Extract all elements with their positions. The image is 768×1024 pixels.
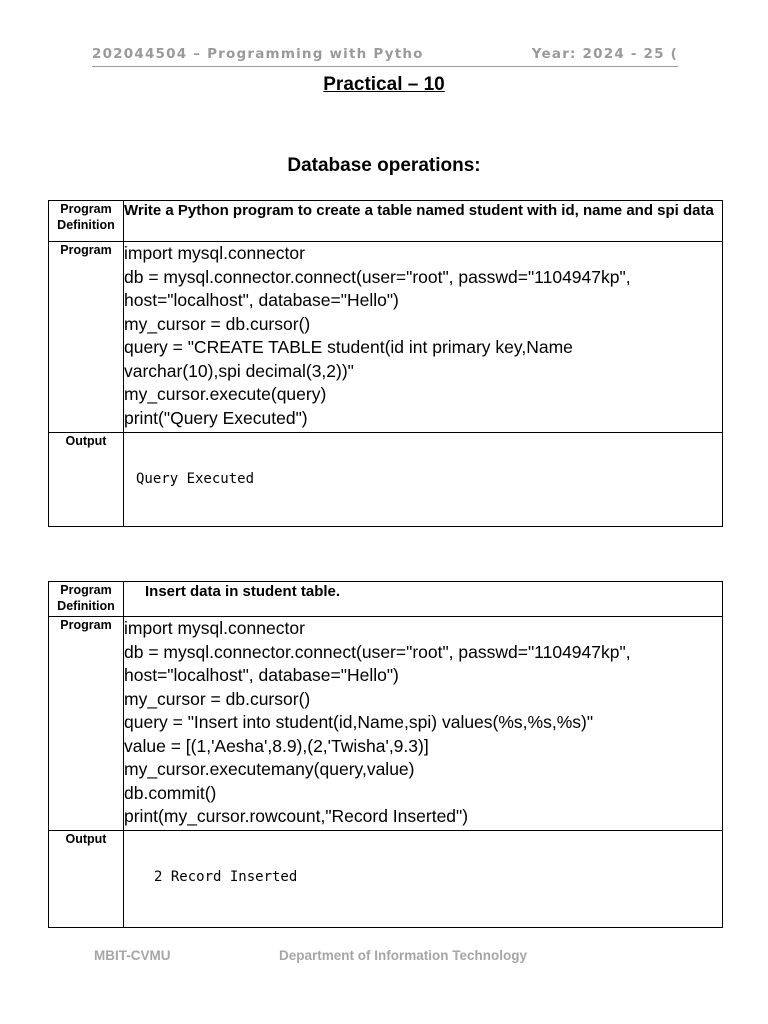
code-line: db.commit() bbox=[124, 782, 217, 803]
program-label: Program bbox=[49, 242, 124, 433]
program-definition: Insert data in student table. bbox=[124, 582, 723, 617]
page-header bbox=[92, 44, 678, 67]
practical-table-1 bbox=[48, 200, 723, 527]
program-code bbox=[124, 617, 723, 831]
output-text: Query Executed bbox=[136, 471, 255, 487]
code-line: varchar(10),spi decimal(3,2))" bbox=[124, 360, 354, 381]
footer-institute: MBIT-CVMU bbox=[94, 948, 171, 963]
code-line: import mysql.connector bbox=[124, 243, 305, 263]
header-course: 202044504 – Programming with Pytho bbox=[92, 46, 424, 62]
code-line: my_cursor = db.cursor() bbox=[124, 688, 311, 709]
practical-title: Practical – 10 bbox=[323, 74, 445, 95]
code-line: db = mysql.connector.connect(user="root", passwd="1104947kp", bbox=[124, 641, 631, 662]
code-line: my_cursor.execute(query) bbox=[124, 384, 327, 404]
definition-label: Program Definition bbox=[49, 201, 124, 242]
definition-label: Program Definition bbox=[49, 582, 124, 617]
program-definition: Write a Python program to create a table named student with id, name and spi data bbox=[124, 201, 723, 242]
program-label: Program bbox=[49, 617, 124, 831]
output-cell bbox=[124, 433, 723, 527]
code-line: my_cursor.executemany(query,value) bbox=[124, 759, 415, 779]
code-line: print(my_cursor.rowcount,"Record Inserted") bbox=[124, 806, 469, 826]
code-line: value = [(1,'Aesha',8.9),(2,'Twisha',9.3)] bbox=[124, 735, 429, 756]
output-label: Output bbox=[49, 831, 124, 928]
practical-table-2 bbox=[48, 581, 723, 928]
section-title: Database operations: bbox=[287, 155, 481, 176]
footer-department: Department of Information Technology bbox=[279, 948, 528, 963]
header-year: Year: 2024 - 25 ( bbox=[531, 46, 678, 62]
code-line: host="localhost", database="Hello") bbox=[124, 665, 399, 685]
output-text: 2 Record Inserted bbox=[154, 869, 298, 885]
program-code bbox=[124, 242, 723, 433]
code-line: host="localhost", database="Hello") bbox=[124, 290, 399, 310]
code-line: import mysql.connector bbox=[124, 618, 305, 638]
code-line: print("Query Executed") bbox=[124, 407, 308, 428]
output-cell bbox=[124, 831, 723, 928]
code-line: my_cursor = db.cursor() bbox=[124, 313, 311, 334]
code-line: query = "Insert into student(id,Name,spi) values(%s,%s,%s)" bbox=[124, 712, 594, 732]
output-label: Output bbox=[49, 433, 124, 527]
code-line: db = mysql.connector.connect(user="root", passwd="1104947kp", bbox=[124, 266, 631, 287]
code-line: query = "CREATE TABLE student(id int primary key,Name bbox=[124, 337, 573, 357]
